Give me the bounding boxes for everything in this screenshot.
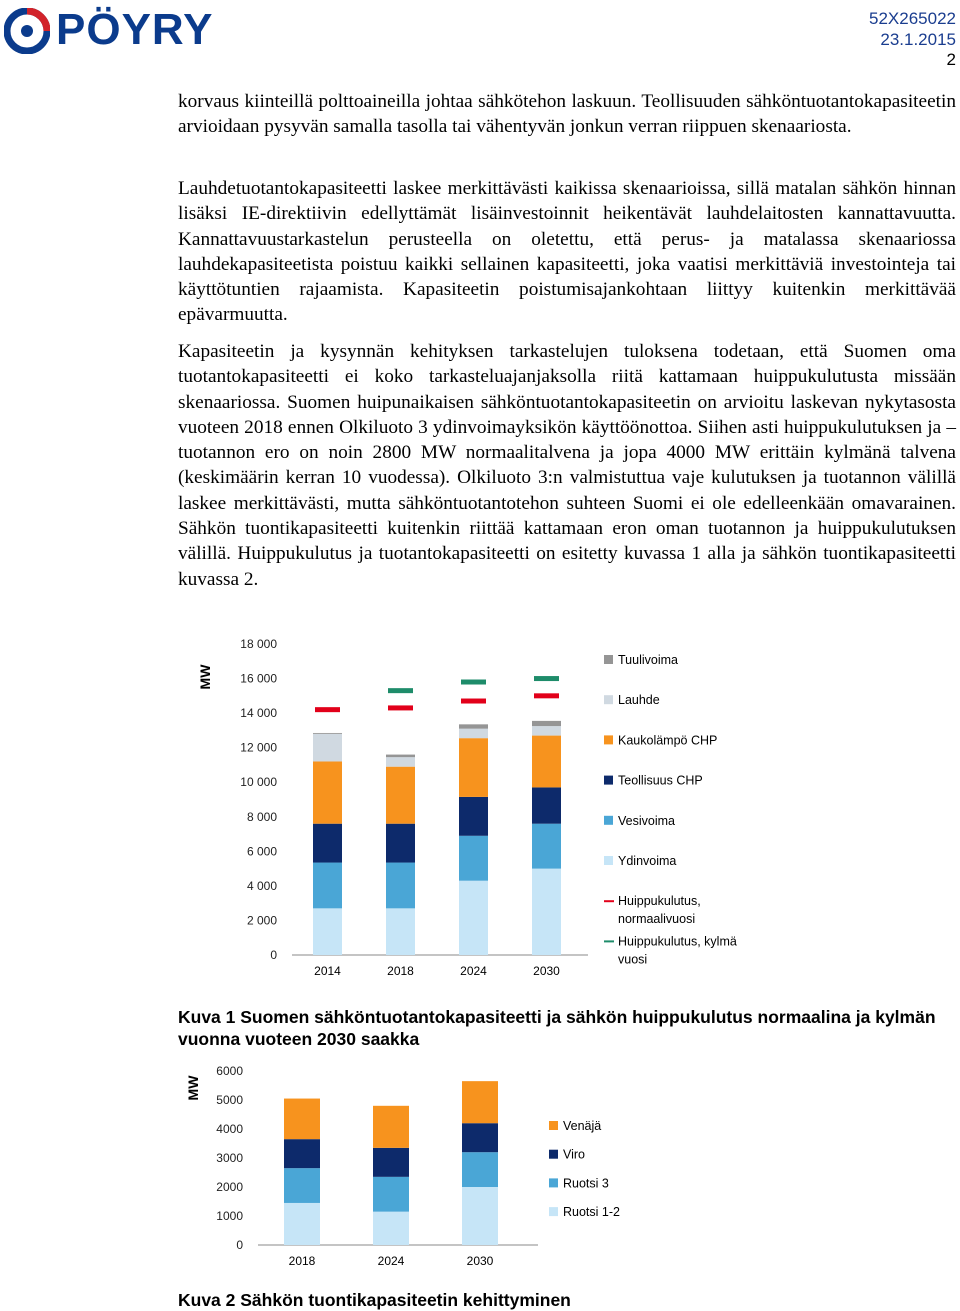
- y-tick-label: 12 000: [240, 740, 277, 755]
- x-tick-label: 2014: [314, 964, 341, 978]
- legend-label: Viro: [563, 1147, 586, 1162]
- bar-segment-lauhde-2018: [386, 757, 415, 767]
- bar-segment-kaukol-mp-chp-2024: [459, 738, 488, 797]
- bar-segment-vesivoima-2018: [386, 863, 415, 909]
- paragraph-3: Kapasiteetin ja kysynnän kehityksen tarkastelujen tuloksena todetaan, että Suomen oma tuotantokapasiteetti ei koko tarkasteluajanjaksolla riitä kattamaan huippukulutusta missään skenaariossa. Suomen huipunaikaisen sähköntuotantokapasiteetin on arvioitu laskevan nykytasosta vuoteen 2018 ennen Olkiluoto 3 ydinvoimayksikön käyttöönottoa. Siihen asti huippukulutuksen ja –tuotannon ero on noin 2800 MW normaalitalvena ja jopa 4000 MW erittäin kylmänä talvena (keskimäärin kerran 10 vuodessa). Olkiluoto 3:n valmistuttua vaje kulutuksen ja tuotannon välillä laskee merkittävästi, mutta sähköntuotantotehon suhteen Suomi ei ole edelleenkään omavarainen. Sähkön tuontikapasiteetti kuitenkin riittää kattamaan eron oman tuotannon ja huippukulutuksen välillä. Huippukulutus ja tuotantokapasiteetti on esitetty kuvassa 1 alla ja sähkön tuontikapasiteetti kuvassa 2.: [178, 341, 956, 590]
- bar-segment-ruotsi-3-2030: [462, 1152, 498, 1187]
- bar-segment-ven-j--2018: [284, 1099, 320, 1140]
- import-capacity-chart: [178, 1060, 658, 1280]
- legend-label: Teollisuus CHP: [618, 773, 703, 788]
- x-tick-label: 2018: [387, 964, 414, 978]
- bar-segment-ruotsi-1-2-2024: [373, 1212, 409, 1245]
- bar-segment-vesivoima-2024: [459, 836, 488, 881]
- y-tick-label: 1000: [216, 1209, 243, 1223]
- logo-wordmark: PÖYRY: [56, 5, 214, 54]
- legend-swatch: [549, 1178, 558, 1187]
- bar-segment-kaukol-mp-chp-2018: [386, 767, 415, 824]
- y-tick-label: 4 000: [246, 878, 277, 893]
- y-tick-label: 0: [270, 948, 277, 962]
- x-tick-label: 2024: [460, 964, 487, 978]
- x-tick-label: 2030: [466, 1254, 494, 1268]
- y-tick-label: 0: [236, 1238, 243, 1252]
- bar-segment-viro-2030: [462, 1123, 498, 1152]
- capacity-chart: [180, 625, 780, 995]
- bar-segment-viro-2024: [373, 1148, 409, 1177]
- y-tick-label: 18 000: [240, 637, 277, 651]
- x-tick-label: 2030: [533, 964, 560, 978]
- bar-segment-tuulivoima-2030: [532, 721, 561, 726]
- paragraph-1: korvaus kiinteillä polttoaineilla johtaa sähkötehon laskuun. Teollisuuden sähköntuotantokapasiteetin arvioidaan pysyvän samalla tasolla tai vähentyvän jonkun verran riippuen skenaariosta.: [178, 91, 956, 138]
- legend-swatch: [604, 776, 613, 785]
- y-axis-label: MW: [197, 664, 213, 690]
- legend-swatch: [549, 1121, 558, 1130]
- document-date: 23.1.2015: [880, 30, 956, 49]
- bar-segment-tuulivoima-2018: [386, 755, 415, 758]
- bar-segment-ruotsi-3-2018: [284, 1168, 320, 1203]
- bar-segment-ydinvoima-2030: [532, 869, 561, 955]
- paragraph-2: Lauhdetuotantokapasiteetti laskee merkittävästi kaikissa skenaarioissa, sillä matalan sähkön hinnan lisäksi IE-direktiivin edellyttämät lisäinvestoinnit heikentävät lauhdelaitosten kannattavuutta. Kannattavuustarkastelun perusteella on oletettu, että perus- ja matalassa skenaariossa lauhdekapasiteetista poistuu kaikki sellainen kapasiteetti, joka vaatisi merkittäviä investointeja tai käyttötuntien rajaamista. Kapasiteetin poistumisajankohtaan liittyy kuitenkin merkittävää epävarmuutta.: [178, 178, 956, 326]
- bar-segment-ruotsi-1-2-2018: [284, 1203, 320, 1245]
- bar-segment-lauhde-2030: [532, 726, 561, 736]
- legend-label-line2: vuosi: [618, 952, 648, 967]
- bar-segment-teollisuus-chp-2024: [459, 797, 488, 836]
- legend-label: Tuulivoima: [618, 653, 678, 667]
- legend-label: Vesivoima: [618, 813, 675, 828]
- legend-swatch: [549, 1150, 558, 1159]
- bar-segment-vesivoima-2014: [313, 863, 342, 909]
- legend-label: Lauhde: [618, 693, 660, 708]
- y-tick-label: 3000: [216, 1151, 243, 1165]
- legend-label: Ruotsi 1-2: [563, 1205, 620, 1220]
- bar-segment-ruotsi-1-2-2030: [462, 1187, 498, 1245]
- y-tick-label: 8 000: [246, 809, 277, 824]
- figure-1-caption: Kuva 1 Suomen sähköntuotantokapasiteetti ja sähkön huippukulutus normaalina ja kylmän vuonna vuoteen 2030 saakka: [178, 1007, 936, 1049]
- y-tick-label: 6 000: [246, 844, 277, 859]
- y-tick-label: 10 000: [240, 775, 277, 790]
- marker-huippukulutus-normaalivuosi-2014: [315, 707, 340, 712]
- y-tick-label: 2 000: [246, 913, 277, 928]
- bar-segment-vesivoima-2030: [532, 824, 561, 869]
- marker-huippukulutus-normaalivuosi-2018: [388, 705, 413, 710]
- marker-huippukulutus-normaalivuosi-2024: [461, 699, 486, 704]
- y-tick-label: 5000: [216, 1093, 243, 1107]
- y-tick-label: 4000: [216, 1122, 243, 1136]
- bar-segment-lauhde-2024: [459, 729, 488, 739]
- bar-segment-viro-2018: [284, 1139, 320, 1168]
- legend-label: Huippukulutus,: [618, 894, 701, 909]
- bar-segment-teollisuus-chp-2030: [532, 787, 561, 823]
- x-tick-label: 2024: [377, 1254, 405, 1268]
- figure-2-caption: Kuva 2 Sähkön tuontikapasiteetin kehittyminen: [178, 1290, 571, 1310]
- legend-label: Ruotsi 3: [563, 1176, 609, 1191]
- bar-segment-teollisuus-chp-2018: [386, 824, 415, 863]
- legend-swatch: [604, 655, 613, 664]
- bar-segment-teollisuus-chp-2014: [313, 824, 342, 863]
- legend-label: Kaukolämpö CHP: [618, 733, 718, 748]
- bar-segment-ven-j--2024: [373, 1106, 409, 1148]
- marker-huippukulutus-kylm-vuosi-2030: [534, 676, 559, 681]
- y-tick-label: 6000: [216, 1064, 243, 1078]
- legend-swatch: [549, 1207, 558, 1216]
- legend-swatch: [604, 735, 613, 744]
- y-tick-label: 2000: [216, 1180, 243, 1194]
- legend-swatch: [604, 816, 613, 825]
- document-reference: [869, 8, 956, 50]
- page-number: 2: [946, 50, 956, 69]
- bar-segment-ydinvoima-2014: [313, 908, 342, 955]
- bar-segment-lauhde-2014: [313, 734, 342, 762]
- bar-segment-tuulivoima-2024: [459, 724, 488, 728]
- y-tick-label: 14 000: [240, 706, 277, 721]
- poyry-logo: [4, 6, 244, 54]
- bar-segment-kaukol-mp-chp-2014: [313, 761, 342, 823]
- y-tick-label: 16 000: [240, 671, 277, 686]
- poyry-logo-mark-icon: [4, 8, 50, 54]
- legend-swatch: [604, 856, 613, 865]
- bar-segment-tuulivoima-2014: [313, 733, 342, 734]
- bar-segment-ydinvoima-2024: [459, 881, 488, 955]
- legend-label: Ydinvoima: [618, 854, 677, 868]
- x-tick-label: 2018: [288, 1254, 316, 1268]
- y-axis-label: MW: [185, 1075, 201, 1101]
- legend-label: Venäjä: [563, 1119, 602, 1133]
- bar-segment-ruotsi-3-2024: [373, 1177, 409, 1212]
- legend-swatch: [604, 695, 613, 704]
- bar-segment-ydinvoima-2018: [386, 908, 415, 955]
- bar-segment-ven-j--2030: [462, 1081, 498, 1123]
- legend-label: Huippukulutus, kylmä: [618, 934, 737, 949]
- marker-huippukulutus-kylm-vuosi-2024: [461, 680, 486, 685]
- document-number: 52X265022: [869, 9, 956, 28]
- legend-label-line2: normaalivuosi: [618, 912, 696, 927]
- marker-huippukulutus-normaalivuosi-2030: [534, 693, 559, 698]
- marker-huippukulutus-kylm-vuosi-2018: [388, 688, 413, 693]
- bar-segment-kaukol-mp-chp-2030: [532, 736, 561, 788]
